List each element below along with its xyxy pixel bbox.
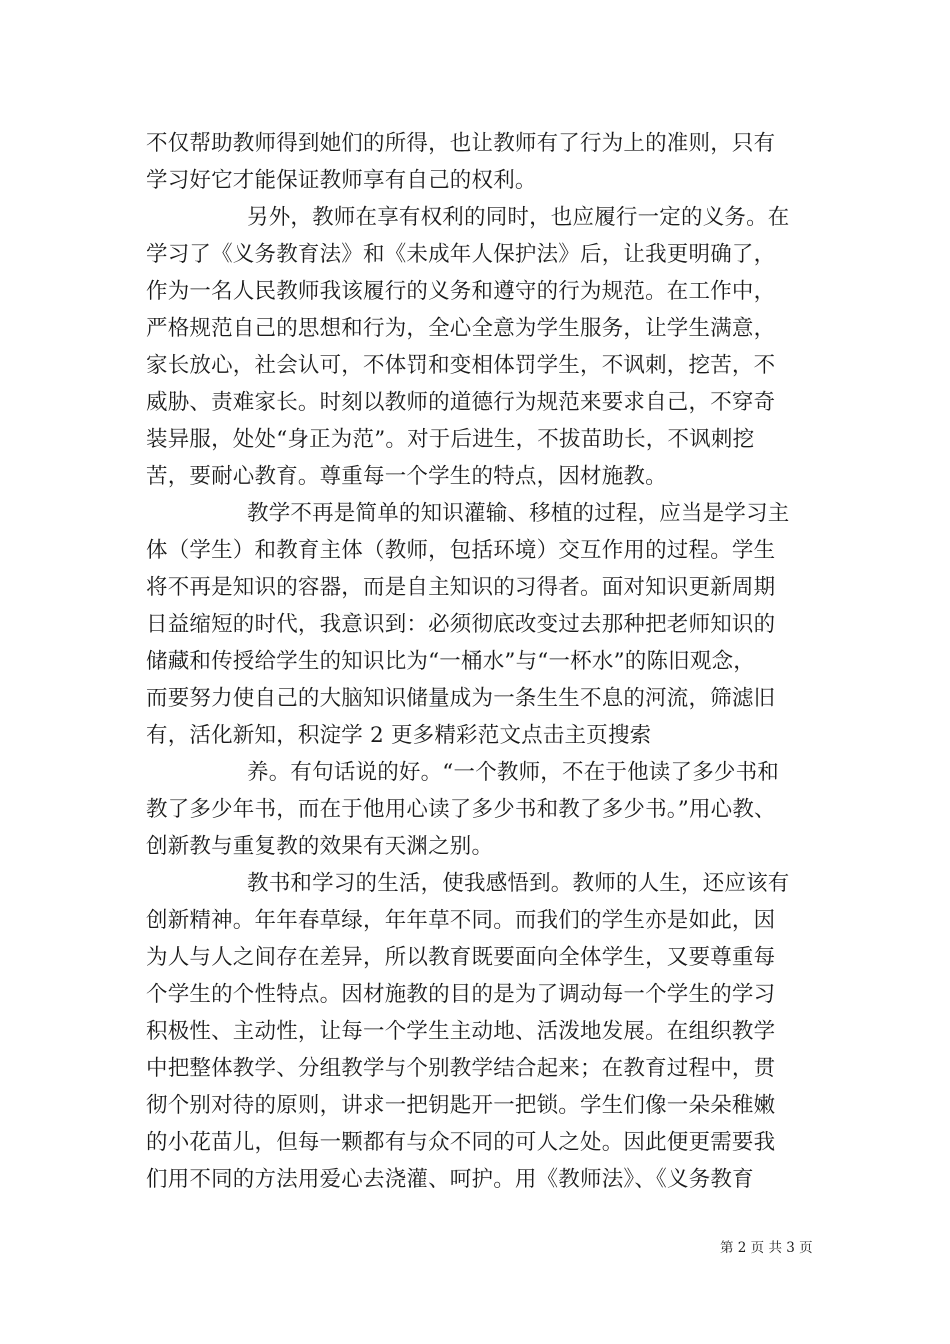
text-line: 严格规范自己的思想和行为，全心全意为学生服务，让学生满意， [146,316,776,341]
text-line: 威胁、责难家长。时刻以教师的道德行为规范来要求自己，不穿奇 [146,390,776,415]
text-line: 个学生的个性特点。因材施教的目的是为了调动每一个学生的学习 [146,982,776,1007]
text-line: 学习好它才能保证教师享有自己的权利。 [146,168,537,193]
page-number-footer: 第 2 页 共 3 页 [720,1240,813,1256]
text-line: 家长放心，社会认可，不体罚和变相体罚学生，不讽刺，挖苦，不 [146,353,776,378]
text-line: 不仅帮助教师得到她们的所得，也让教师有了行为上的准则，只有 [146,131,776,156]
text-line: 中把整体教学、分组教学与个别教学结合起来；在教育过程中，贯 [146,1056,776,1081]
text-line: 养。有句话说的好。“一个教师，不在于他读了多少书和 [247,760,779,785]
text-line: 装异服，处处“身正为范”。对于后进生，不拔苗助长，不讽刺挖 [146,427,755,452]
text-line: 教了多少年书，而在于他用心读了多少书和教了多少书。”用心教、 [146,797,776,822]
text-line: 另外，教师在享有权利的同时，也应履行一定的义务。在 [247,205,790,230]
text-line: 作为一名人民教师我该履行的义务和遵守的行为规范。在工作中， [146,279,776,304]
text-line: 教书和学习的生活，使我感悟到。教师的人生，还应该有 [247,871,790,896]
text-line: 学习了《义务教育法》和《未成年人保护法》后，让我更明确了， [146,242,776,267]
text-line: 将不再是知识的容器，而是自主知识的习得者。面对知识更新周期 [146,575,776,600]
text-line: 苦，要耐心教育。尊重每一个学生的特点，因材施教。 [146,464,667,489]
text-line: 创新精神。年年春草绿，年年草不同。而我们的学生亦是如此，因 [146,908,776,933]
text-line: 有，活化新知，积淀学 2 更多精彩范文点击主页搜索 [146,723,652,748]
text-line: 们用不同的方法用爱心去浇灌、呵护。用《教师法》、《义务教育 [146,1167,754,1192]
text-line: 的小花苗儿，但每一颗都有与众不同的可人之处。因此便更需要我 [146,1130,776,1155]
text-line: 为人与人之间存在差异，所以教育既要面向全体学生，又要尊重每 [146,945,776,970]
text-line: 日益缩短的时代，我意识到：必须彻底改变过去那种把老师知识的 [146,612,776,637]
text-line: 创新教与重复教的效果有天渊之别。 [146,834,494,859]
text-line: 积极性、主动性，让每一个学生主动地、活泼地发展。在组织教学 [146,1019,776,1044]
text-line: 体（学生）和教育主体（教师，包括环境）交互作用的过程。学生 [146,538,776,563]
text-line: 而要努力使自己的大脑知识储量成为一条生生不息的河流，筛滤旧 [146,686,776,711]
text-line: 储藏和传授给学生的知识比为“一桶水”与“一杯水”的陈旧观念， [146,649,755,674]
text-line: 教学不再是简单的知识灌输、移植的过程，应当是学习主 [247,501,790,526]
text-line: 彻个别对待的原则，讲求一把钥匙开一把锁。学生们像一朵朵稚嫩 [146,1093,776,1118]
